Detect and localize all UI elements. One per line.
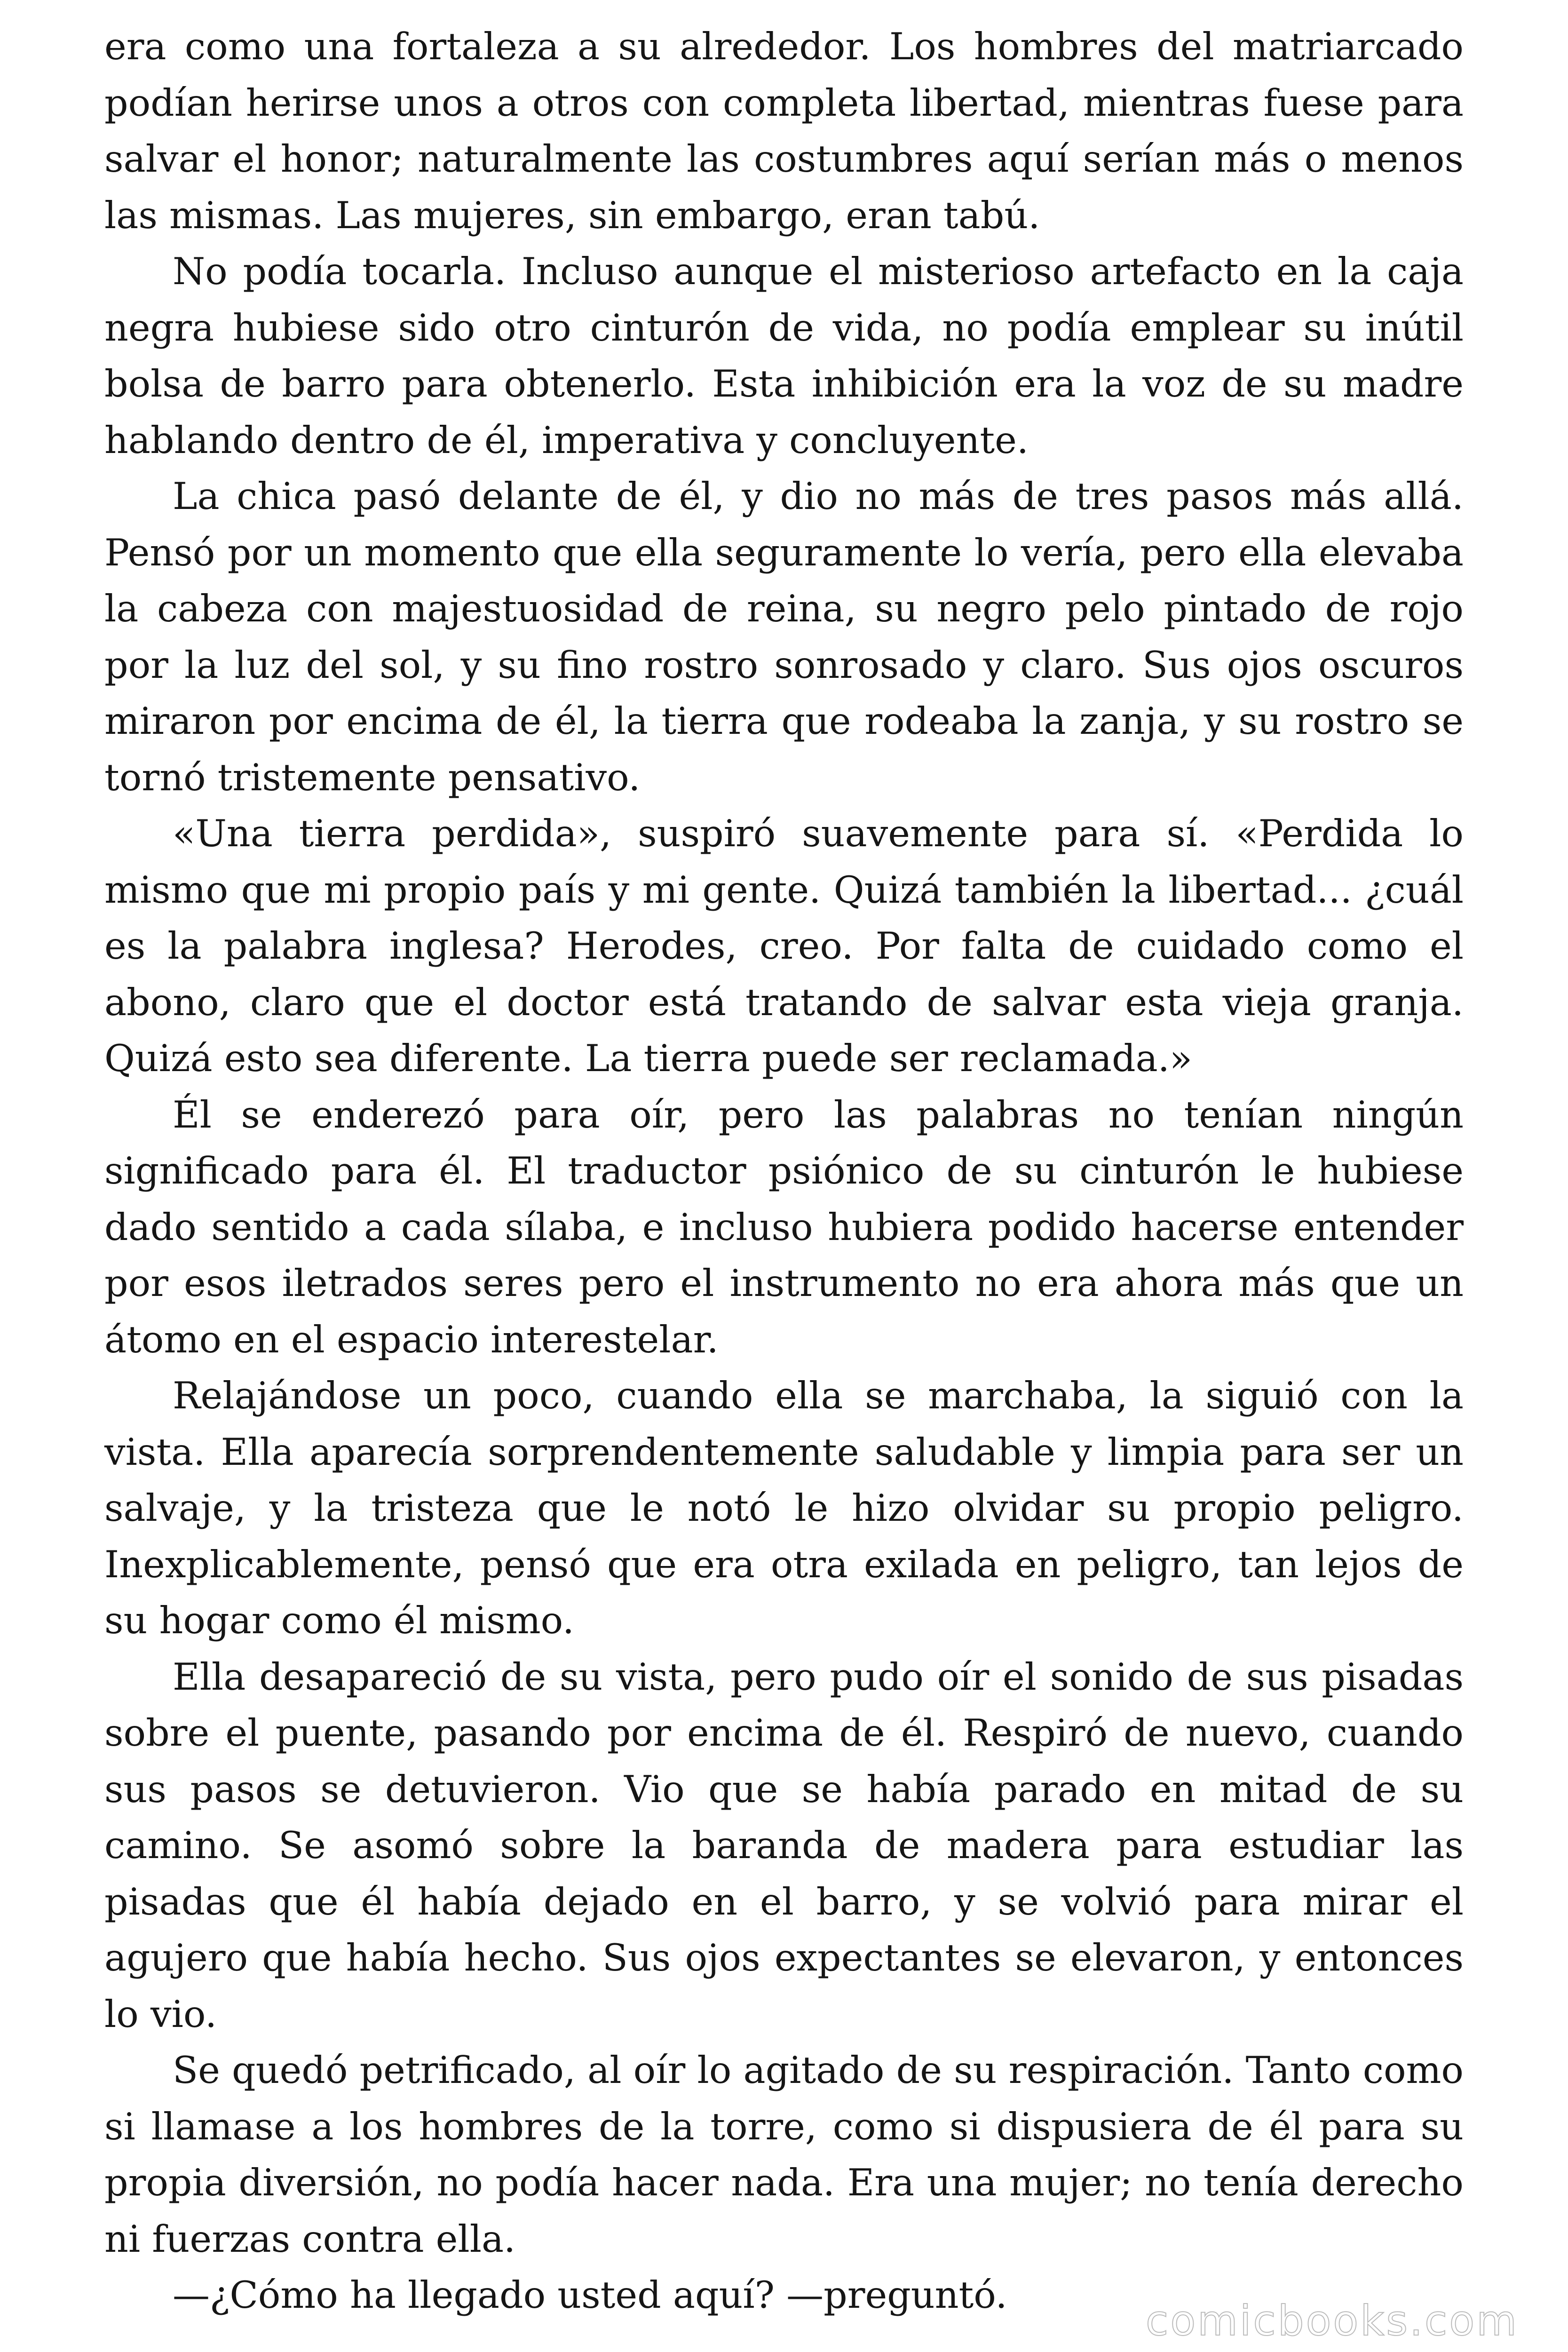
paragraph-2: No podía tocarla. Incluso aunque el misterioso artefacto en la caja negra hubiese sido otro cinturón de vida, no podía emplear su inútil bolsa de barro para obtenerlo. Esta inhibición era la voz de su madre hablando dentro de él, imperativa y concluyente. [104,250,1464,462]
page-body [104,19,1464,2328]
paragraph-3: La chica pasó delante de él, y dio no más de tres pasos más allá. Pensó por un momento que ella seguramente lo vería, pero ella elevaba la cabeza con majestuosidad de reina, su negro pelo pintado de rojo por la luz del sol, y su fino rostro sonrosado y claro. Sus ojos oscuros miraron por encima de él, la tierra que rodeaba la zanja, y su rostro se tornó tristemente pensativo. [104,475,1464,799]
paragraph-5: Él se enderezó para oír, pero las palabras no tenían ningún significado para él. El traductor psiónico de su cinturón le hubiese dado sentido a cada sílaba, e incluso hubiera podido hacerse entender por esos iletrados seres pero el instrumento no era ahora más que un átomo en el espacio interestelar. [104,1093,1464,1361]
paragraph-6: Relajándose un poco, cuando ella se marchaba, la siguió con la vista. Ella aparecía sorprendentemente saludable y limpia para ser un salvaje, y la tristeza que le notó le hizo olvidar su propio peligro. Inexplicablemente, pensó que era otra exilada en peligro, tan lejos de su hogar como él mismo. [104,1374,1464,1642]
paragraph-7: Ella desapareció de su vista, pero pudo oír el sonido de sus pisadas sobre el puente, pasando por encima de él. Respiró de nuevo, cuando sus pasos se detuvieron. Vio que se había parado en mitad de su camino. Se asomó sobre la baranda de madera para estudiar las pisadas que él había dejado en el barro, y se volvió para mirar el agujero que había hecho. Sus ojos expectantes se elevaron, y entonces lo vio. [104,1655,1464,2036]
paragraph-9: —¿Cómo ha llegado usted aquí? —preguntó. [173,2273,1007,2317]
paragraph-4: «Una tierra perdida», suspiró suavemente para sí. «Perdida lo mismo que mi propio país y mi gente. Quizá también la libertad... ¿cuál es la palabra inglesa? Herodes, creo. Por falta de cuidado como el abono, claro que el doctor está tratando de salvar esta vieja granja. Quizá esto sea diferente. La tierra puede ser reclamada.» [104,812,1464,1080]
paragraph-8: Se quedó petrificado, al oír lo agitado de su respiración. Tanto como si llamase a los hombres de la torre, como si dispusiera de él para su propia diversión, no podía hacer nada. Era una mujer; no tenía derecho ni fuerzas contra ella. [104,2049,1464,2261]
watermark-logo: comicbooks.com [1145,2296,1519,2345]
paragraph-1: era como una fortaleza a su alrededor. Los hombres del matriarcado podían herirse unos a otros con completa libertad, mientras fuese para salvar el honor; naturalmente las costumbres aquí serían más o menos las mismas. Las mujeres, sin embargo, eran tabú. [104,25,1464,237]
